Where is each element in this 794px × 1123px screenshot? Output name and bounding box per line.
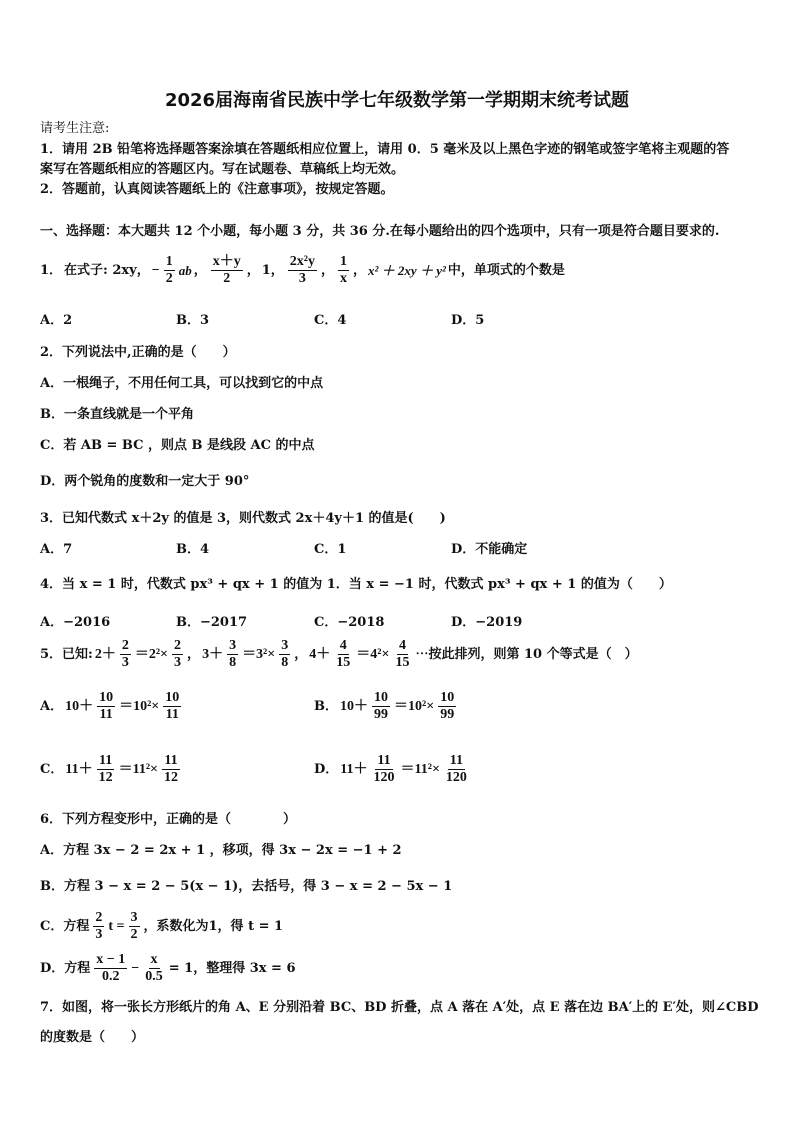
q1-f1-tail: ab [178, 262, 192, 278]
q5-option-d: D． 11＋ $\frac{11}{120}$ ＝11²× $\frac{11}{120}$ [314, 753, 467, 785]
q4-option-d: D．−2019 [451, 615, 523, 630]
q5-option-a: A． 10＋ $\frac{10}{11}$ ＝10²× $\frac{10}{11}$ [40, 690, 180, 722]
q1-stem: 1． 在式子: 2xy， − $\frac{1}{2}$ ab ， $\frac{x+y}{2}$ ， 1， $\frac{\text{2x²y}}{3}$ ， $\frac{1}{x}$ ， x² ＋ 2xy ＋ y² 中，单项式的个数是 [40, 254, 565, 286]
q1-fraction-3: $\frac{\text{2x²y}}{3}$ [289, 254, 315, 286]
q1-fraction-4: $\frac{1}{x}$ [340, 254, 348, 286]
q2-option-b: B．一条直线就是一个平角 [40, 407, 194, 422]
q5-prefix: 5．已知: [40, 646, 93, 662]
q5-eq1-fraction: $\frac{2}{3}$ [121, 638, 129, 670]
q3-option-d: D．不能确定 [451, 542, 528, 557]
q2-option-d: D．两个锐角的度数和一定大于 90° [40, 474, 250, 489]
q2-stem: 2．下列说法中,正确的是（ ） [40, 345, 236, 360]
q5-stem: 5．已知: 2＋ $\frac{2}{3}$ ＝2²× $\frac{2}{3}$ ， 3＋ $\frac{3}{8}$ ＝3²× $\frac{3}{8}$ ， 4＋ $\frac{4}{15}$ ＝4²× $\frac{4}{15}$ ⋯按此排列，则第 10 个等式是（ ） [40, 638, 638, 670]
q5-eq3-fraction-2: $\frac{4}{15}$ [395, 638, 410, 670]
q2-option-c: C．若 AB = BC ，则点 B 是线段 AC 的中点 [40, 438, 315, 453]
q1-suffix: 中，单项式的个数是 [447, 262, 565, 278]
q5-eq2-fraction: $\frac{3}{8}$ [229, 638, 237, 670]
page-title: 2026届海南省民族中学七年级数学第一学期期末统考试题 [164, 90, 630, 111]
q1-fraction-1: $\frac{1}{2}$ [165, 254, 173, 286]
q6-option-d: D．方程 $\frac{x - 1}{0.2}$ − $\frac{x}{0.5}$ = 1，整理得 3x = 6 [40, 952, 296, 984]
q5-eq1-fraction-2: $\frac{2}{3}$ [174, 638, 182, 670]
q1-option-c: C．4 [314, 313, 347, 328]
q3-option-a: A．7 [40, 542, 73, 557]
q1-fraction-2: $\frac{x+y}{2}$ [212, 254, 241, 286]
q6-stem: 6．下列方程变形中，正确的是（ ） [40, 812, 297, 827]
q3-option-c: C．1 [314, 542, 347, 557]
q6-option-c: C．方程 $\frac{2}{3}$ t = $\frac{3}{2}$ ，系数化为1，得 t = 1 [40, 910, 284, 942]
q4-option-b: B．−2017 [176, 615, 248, 630]
section-heading: 一、选择题：本大题共 12 个小题，每小题 3 分，共 36 分.在每小题给出的四个选项中，只有一项是符合题目要求的. [40, 224, 720, 239]
q2-option-a: A．一根绳子，不用任何工具，可以找到它的中点 [40, 376, 324, 391]
q1-option-d: D．5 [451, 313, 485, 328]
notice-item-2: 2．答题前，认真阅读答题纸上的《注意事项》，按规定答题。 [40, 182, 394, 197]
q7-stem-line-2: 的度数是（ ） [40, 1030, 145, 1045]
notice-item-1-cont: 案写在答题纸相应的答题区内。写在试题卷、草稿纸上均无效。 [40, 162, 405, 177]
q4-stem: 4．当 x = 1 时，代数式 px³ + qx + 1 的值为 1．当 x = −1 时，代数式 px³ + qx + 1 的值为（ ） [40, 577, 672, 592]
q3-stem: 3．已知代数式 x＋2y 的值是 3，则代数式 2x＋4y＋1 的值是( ) [40, 511, 446, 526]
q1-polynomial: x² ＋ 2xy ＋ y² [368, 262, 446, 278]
q1-option-b: B．3 [176, 313, 210, 328]
q5-eq3-fraction: $\frac{4}{15}$ [336, 638, 351, 670]
q5-eq2-fraction-2: $\frac{3}{8}$ [281, 638, 289, 670]
q1-option-a: A．2 [40, 313, 73, 328]
q1-one: 1， [261, 262, 284, 278]
q1-prefix: 在式子: 2xy， [64, 262, 150, 278]
q5-option-b: B． 10＋ $\frac{10}{99}$ ＝10²× $\frac{10}{99}$ [314, 690, 455, 722]
q5-option-c: C． 11＋ $\frac{11}{12}$ ＝11²× $\frac{11}{12}$ [40, 753, 178, 785]
q1-f1-sign: − [151, 262, 160, 278]
notice-item-1: 1．请用 2B 铅笔将选择题答案涂填在答题纸相应位置上，请用 0．5 毫米及以上黑色字迹的钢笔或签字笔将主观题的答 [40, 142, 730, 157]
q6-option-a: A．方程 3x − 2 = 2x + 1 ，移项，得 3x − 2x = −1 + 2 [40, 843, 402, 858]
q3-option-b: B．4 [176, 542, 210, 557]
notice-heading: 请考生注意: [40, 121, 110, 136]
q6-option-b: B．方程 3 − x = 2 − 5(x − 1)，去括号，得 3 − x = 2 − 5x − 1 [40, 879, 453, 894]
q4-option-a: A．−2016 [40, 615, 111, 630]
q5-suffix: ⋯按此排列，则第 10 个等式是（ ） [415, 646, 638, 662]
q7-stem-line-1: 7．如图，将一张长方形纸片的角 A、E 分别沿着 BC、BD 折叠，点 A 落在 A′处，点 E 落在边 BA′上的 E′处，则∠CBD [40, 1000, 759, 1015]
q1-number: 1． [40, 262, 63, 278]
q4-option-c: C．−2018 [314, 615, 385, 630]
